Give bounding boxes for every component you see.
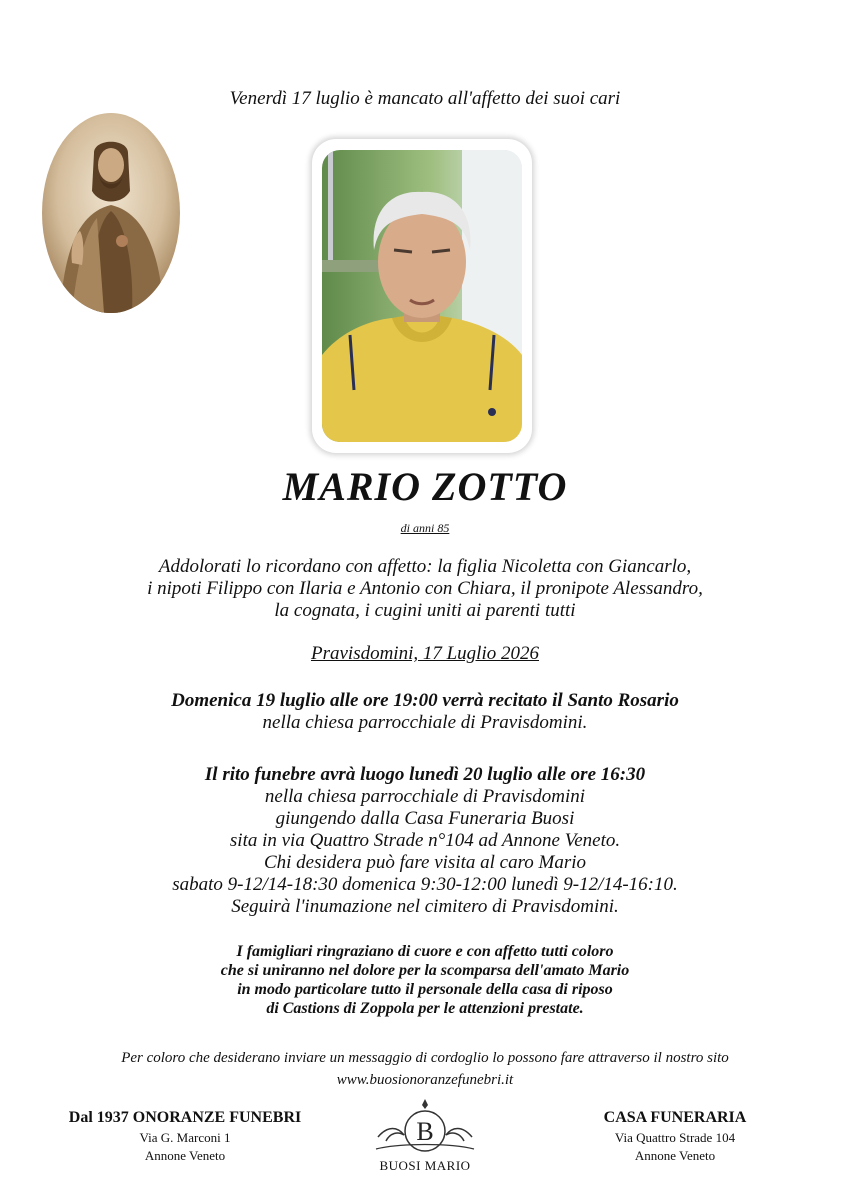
website-link[interactable]: www.buosionoranzefunebri.it	[336, 1072, 514, 1088]
funeral-headline: Il rito funebre avrà luogo lunedì 20 luglio alle ore 16:30	[204, 764, 646, 785]
funeral-line: nella chiesa parrocchiale di Pravisdomini	[264, 786, 586, 807]
portrait-photo	[322, 150, 522, 442]
funeral-line: sita in via Quattro Strade n°104 ad Annone Veneto.	[229, 830, 621, 851]
mourners-block	[0, 556, 850, 622]
footer-right-head: CASA FUNERARIA	[603, 1109, 747, 1126]
thanks-line: di Castions di Zoppola per le attenzioni prestate.	[266, 1000, 584, 1017]
footer-left-city: Annone Veneto	[144, 1148, 226, 1163]
footer-casa-funeraria	[560, 1109, 790, 1165]
footer-right-city: Annone Veneto	[634, 1148, 716, 1163]
funeral-block	[0, 764, 850, 918]
footer-left-address: Via G. Marconi 1	[139, 1130, 231, 1145]
footer-funeral-home	[40, 1109, 330, 1165]
rosary-line: nella chiesa parrocchiale di Pravisdomini.	[262, 712, 588, 733]
funeral-line: sabato 9-12/14-18:30 domenica 9:30-12:00 lunedì 9-12/14-16:10.	[172, 874, 678, 895]
place-date-text: Pravisdomini, 17 Luglio 2026	[310, 643, 539, 664]
logo-letter: B	[416, 1117, 434, 1146]
mourners-line: la cognata, i cugini uniti ai parenti tutti	[274, 600, 576, 621]
footer-left-head: Dal 1937 ONORANZE FUNEBRI	[68, 1109, 302, 1126]
mourners-line: i nipoti Filippo con Ilaria e Antonio con Chiara, il pronipote Alessandro,	[147, 578, 703, 599]
age-label	[0, 521, 850, 536]
sacred-heart-image	[42, 113, 180, 313]
intro-line: Venerdì 17 luglio è mancato all'affetto dei suoi cari	[229, 88, 621, 109]
place-date	[0, 643, 850, 665]
funeral-line: Chi desidera può fare visita al caro Mario	[263, 852, 587, 873]
condolence-line: Per coloro che desiderano inviare un messaggio di cordoglio lo possono fare attraverso il nostro sito	[121, 1050, 729, 1066]
thanks-line: che si uniranno nel dolore per la scomparsa dell'amato Mario	[220, 962, 630, 979]
footer-right-address: Via Quattro Strade 104	[614, 1130, 736, 1145]
logo-text: BUOSI MARIO	[379, 1158, 471, 1173]
thanks-line: I famigliari ringraziano di cuore e con affetto tutti coloro	[236, 943, 614, 960]
deceased-name: MARIO ZOTTO	[282, 464, 568, 509]
funeral-line: giungendo dalla Casa Funeraria Buosi	[275, 808, 575, 829]
funeral-line: Seguirà l'inumazione nel cimitero di Pravisdomini.	[231, 896, 619, 917]
rosary-block	[0, 690, 850, 734]
condolence-message	[0, 1047, 850, 1091]
rosary-headline: Domenica 19 luglio alle ore 19:00 verrà recitato il Santo Rosario	[171, 690, 679, 711]
mourners-line: Addolorati lo ricordano con affetto: la figlia Nicoletta con Giancarlo,	[158, 556, 692, 577]
thanks-line: in modo particolare tutto il personale della casa di riposo	[237, 981, 613, 998]
thanks-block	[0, 942, 850, 1018]
age-text: di anni 85	[400, 521, 450, 535]
